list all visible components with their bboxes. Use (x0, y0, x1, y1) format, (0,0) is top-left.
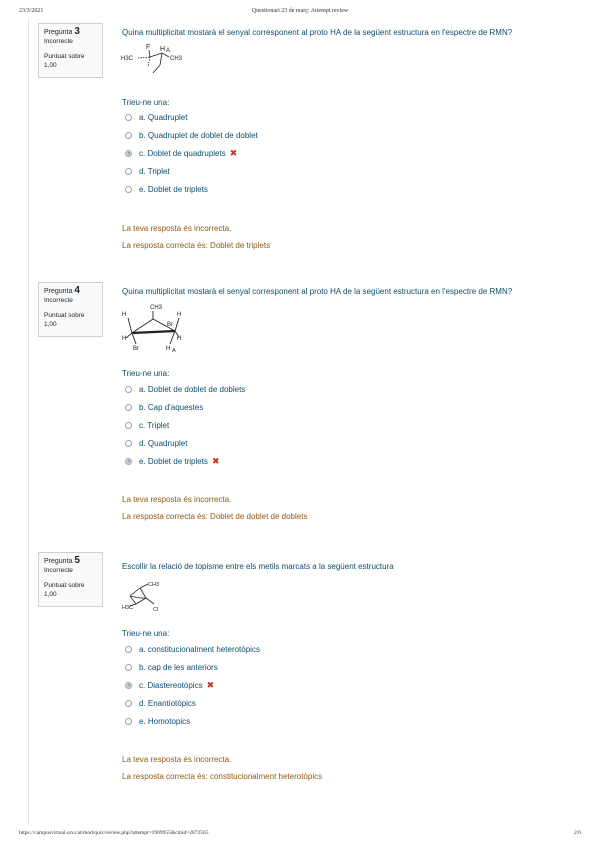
radio-button[interactable] (125, 422, 132, 429)
answer-option-c[interactable] (125, 144, 258, 162)
question-info (38, 552, 103, 607)
structure-label: H3C (121, 56, 134, 62)
question-state: Incorrecte (44, 38, 73, 45)
radio-button[interactable] (125, 168, 132, 175)
answer-option-d[interactable] (125, 162, 258, 180)
radio-button-selected[interactable] (125, 458, 132, 465)
answer-option-e[interactable] (125, 180, 258, 198)
answer-option-b[interactable] (125, 658, 260, 676)
structure-label: A (166, 48, 171, 54)
answer-label: b. cap de les anteriors (139, 662, 218, 672)
structure-label: H (166, 346, 171, 352)
grade-label: Puntuat sobre (44, 312, 85, 319)
question-number-value: 3 (74, 26, 80, 37)
structure-label: H3C (122, 605, 134, 611)
feedback-text: La teva resposta és incorrecta. (122, 224, 232, 233)
structure-label: H (177, 312, 182, 318)
structure-label: CH3 (170, 56, 183, 62)
answer-label: e. Homotopics (139, 716, 191, 726)
answer-option-b[interactable] (125, 398, 245, 416)
correct-answer-text: La resposta correcta és: constitucionalment heterotòpics (122, 772, 323, 781)
question-number (44, 556, 102, 566)
structure-label: H (122, 336, 127, 342)
answer-prompt: Trieu-ne una: (122, 98, 170, 107)
feedback-text: La teva resposta és incorrecta. (122, 755, 232, 764)
answer-prompt: Trieu-ne una: (122, 369, 170, 378)
radio-button-selected[interactable] (125, 150, 132, 157)
answer-label: c. Doblet de quadruplets (139, 148, 226, 158)
page-number: 2/6 (573, 830, 581, 836)
answer-option-e[interactable] (125, 712, 260, 730)
answer-list (125, 108, 258, 198)
question-label: Pregunta (44, 29, 73, 36)
correct-answer-text: La resposta correcta és: Doblet de triplets (122, 241, 271, 250)
structure-label: H (160, 46, 166, 53)
answer-prompt: Trieu-ne una: (122, 629, 170, 638)
question-info (38, 282, 103, 337)
print-title: Questionari 23 de març: Attempt review (251, 8, 349, 14)
question-state: Incorrecte (44, 567, 73, 574)
answer-option-d[interactable] (125, 434, 245, 452)
answer-label: a. Quadruplet (139, 112, 188, 122)
incorrect-icon: ✖ (211, 455, 220, 466)
answer-label: d. Triplet (139, 166, 170, 176)
grade-value: 1,00 (44, 321, 57, 328)
answer-list (125, 640, 260, 730)
question-number (44, 286, 102, 296)
answer-option-c[interactable] (125, 676, 260, 694)
answer-label: c. Triplet (139, 420, 170, 430)
radio-button[interactable] (125, 664, 132, 671)
correct-answer-text: La resposta correcta és: Doblet de doblet de doblets (122, 512, 308, 521)
grade-value: 1,00 (44, 62, 57, 69)
print-header (0, 8, 600, 18)
answer-option-e[interactable] (125, 452, 245, 470)
radio-button[interactable] (125, 386, 132, 393)
radio-button[interactable] (125, 718, 132, 725)
question-label: Pregunta (44, 558, 73, 565)
print-date: 23/3/2021 (19, 8, 44, 14)
structure-label: CH3 (150, 305, 163, 311)
structure-label: F (146, 44, 151, 51)
answer-label: d. Enantiotòpics (139, 698, 196, 708)
question-text: Quina multiplicitat mostarà el senyal corresponent al proto HA de la següent estructura en l'espectre de RMN? (122, 287, 513, 296)
incorrect-icon: ✖ (229, 147, 238, 158)
answer-label: b. Cap d'aquestes (139, 402, 204, 412)
question-info (38, 23, 103, 78)
radio-button[interactable] (125, 132, 132, 139)
structure-label: H (177, 336, 182, 342)
grade-label: Puntuat sobre (44, 53, 85, 60)
answer-label: e. Doblet de triplets (139, 456, 208, 466)
answer-label: b. Quadruplet de doblet de doblet (139, 130, 258, 140)
feedback-text: La teva resposta és incorrecta. (122, 495, 232, 504)
structure-label: CH3 (148, 582, 160, 588)
structure-label: H (122, 312, 127, 318)
radio-button[interactable] (125, 700, 132, 707)
structure-label: Br (167, 322, 173, 328)
question-number-value: 5 (74, 555, 80, 566)
question-3 (0, 23, 600, 263)
question-number (44, 27, 102, 37)
question-text: Escollir la relació de topisme entre els metils marcats a la següent estructura (122, 562, 394, 571)
radio-button[interactable] (125, 646, 132, 653)
answer-label: a. Doblet de doblet de doblets (139, 384, 246, 394)
answer-option-d[interactable] (125, 694, 260, 712)
answer-label: c. Diastereotòpics (139, 680, 203, 690)
answer-label: d. Quadruplet (139, 438, 188, 448)
question-4 (0, 282, 600, 532)
grade-label: Puntuat sobre (44, 582, 85, 589)
answer-option-b[interactable] (125, 126, 258, 144)
print-footer (0, 830, 600, 840)
answer-label: e. Doblet de triplets (139, 184, 208, 194)
radio-button[interactable] (125, 114, 132, 121)
grade-value: 1,00 (44, 591, 57, 598)
question-text: Quina multiplicitat mostarà el senyal corresponent al proto HA de la següent estructura en l'espectre de RMN? (122, 28, 513, 37)
print-url: https://campusvirtual.urv.cat/mod/quiz/review.php?attempt=1909955&cmid=2872565 (19, 830, 209, 836)
answer-list (125, 380, 245, 470)
question-state: Incorrecte (44, 297, 73, 304)
structure-label: A (172, 348, 176, 354)
radio-button[interactable] (125, 404, 132, 411)
chemical-structure-image (120, 302, 190, 354)
question-label: Pregunta (44, 288, 73, 295)
radio-button[interactable] (125, 186, 132, 193)
answer-option-c[interactable] (125, 416, 245, 434)
chemical-structure-image (120, 41, 190, 79)
answer-option-a[interactable] (125, 640, 260, 658)
answer-option-a[interactable] (125, 380, 245, 398)
radio-button-selected[interactable] (125, 682, 132, 689)
chemical-structure-image (120, 578, 170, 614)
structure-label: Cl (153, 607, 159, 613)
question-5 (0, 552, 600, 792)
structure-label: Br (133, 346, 139, 352)
answer-label: a. constitucionalment heterotòpics (139, 644, 260, 654)
answer-option-a[interactable] (125, 108, 258, 126)
question-number-value: 4 (74, 285, 80, 296)
incorrect-icon: ✖ (206, 679, 215, 690)
radio-button[interactable] (125, 440, 132, 447)
